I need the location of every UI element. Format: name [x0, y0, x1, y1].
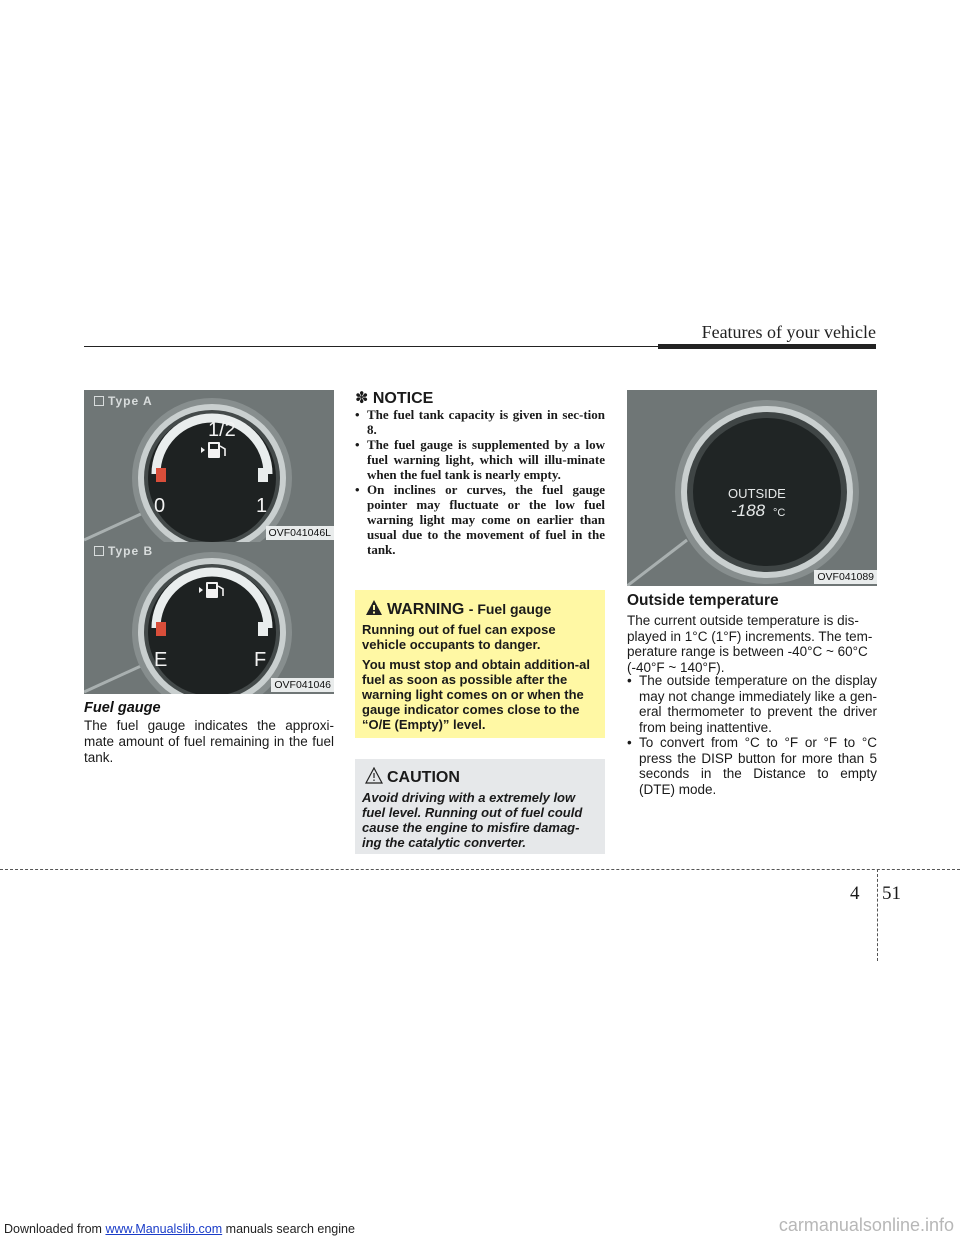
figure-fuel-gauge-type-b	[84, 542, 334, 694]
notice-item: • On inclines or curves, the fuel gauge pointer may fluctuate or the low fuel warning light may come on earlier than usual due to the movement of fuel in the tank.	[355, 482, 605, 557]
figure-code-type-b: OVF041046	[271, 678, 334, 692]
figure-type-b-label: Type B	[94, 544, 153, 558]
download-footer	[4, 1222, 355, 1236]
caution-title: CAUTION	[387, 769, 460, 786]
warning-box	[355, 590, 605, 738]
section-title: Features of your vehicle	[701, 322, 876, 342]
fuel-gauge-type-b-illustration	[84, 542, 334, 694]
figure-code-type-a: OVF041046L	[266, 526, 334, 540]
page-divider	[0, 869, 960, 870]
page-number-divider	[877, 869, 878, 961]
warning-paragraph: You must stop and obtain addition-al fuel as soon as possible after the warning light comes on or when the gauge indicator comes close to the “O/E (Empty)” level.	[362, 657, 590, 732]
footer-suffix: manuals search engine	[225, 1222, 355, 1236]
outside-temperature-item: • To convert from °C to °F or °F to °C press the DISP button for more than 5 seconds in the Distance to empty (DTE) mode.	[627, 735, 877, 797]
outside-temperature-list	[627, 673, 877, 797]
notice-symbol-icon: ✽	[355, 390, 369, 407]
notice-list	[355, 407, 605, 557]
gauge-label-empty: E	[154, 649, 168, 671]
notice-heading: ✽ NOTICE	[355, 390, 434, 407]
caution-triangle-icon	[365, 767, 383, 784]
footer-prefix: Downloaded from	[4, 1222, 102, 1236]
outside-temperature-item: • The outside temperature on the display may not change immediately like a gen-eral thermometer to prevent the driver from being inattentive.	[627, 673, 877, 735]
fuel-gauge-type-a-illustration	[84, 390, 334, 542]
display-temperature-unit: °C	[773, 507, 786, 519]
watermark: carmanualsonline.info	[778, 1215, 954, 1235]
warning-triangle-icon	[365, 599, 383, 616]
figure-fuel-gauge-type-a	[84, 390, 334, 542]
gauge-label-half: 1/2	[208, 419, 236, 441]
display-outside-label: OUTSIDE	[728, 486, 786, 501]
manualslib-link[interactable]: www.Manualslib.com	[105, 1222, 223, 1236]
warning-body	[362, 622, 598, 737]
outside-temperature-heading: Outside temperature	[627, 592, 779, 609]
chapter-number: 4	[850, 883, 860, 904]
warning-subtitle: - Fuel gauge	[468, 601, 552, 617]
gauge-label-full: F	[254, 649, 267, 671]
page-number: 51	[882, 883, 901, 904]
gauge-label-empty: 0	[154, 495, 166, 517]
warning-title: WARNING - Fuel gauge	[387, 601, 552, 618]
header-rule-accent	[658, 344, 876, 349]
notice-item: • The fuel gauge is supplemented by a low fuel warning light, which will illu-minate when the fuel tank is nearly empty.	[355, 437, 605, 482]
fuel-gauge-description: The fuel gauge indicates the approxi-mate amount of fuel remaining in the fuel tank.	[84, 718, 334, 765]
outside-temperature-description: The current outside temperature is dis-played in 1°C (1°F) increments. The tem-perature range is between -40°C ~ 60°C (-40°F ~ 140°F).	[627, 613, 873, 675]
caution-box	[355, 759, 605, 854]
fuel-gauge-caption: Fuel gauge	[84, 700, 161, 716]
outside-temperature-display-illustration	[627, 390, 877, 586]
figure-outside-temperature	[627, 390, 877, 586]
notice-item: • The fuel tank capacity is given in sec-tion 8.	[355, 407, 605, 437]
figure-type-a-label: Type A	[94, 394, 153, 408]
warning-paragraph: Running out of fuel can expose vehicle occupants to danger.	[362, 622, 556, 652]
caution-body: Avoid driving with a extremely low fuel level. Running out of fuel could cause the engine to misfire damag-ing the catalytic converter.	[362, 790, 583, 850]
figure-code-outside: OVF041089	[814, 570, 877, 584]
display-temperature-value: -188	[731, 501, 766, 520]
gauge-label-full: 1	[256, 495, 268, 517]
